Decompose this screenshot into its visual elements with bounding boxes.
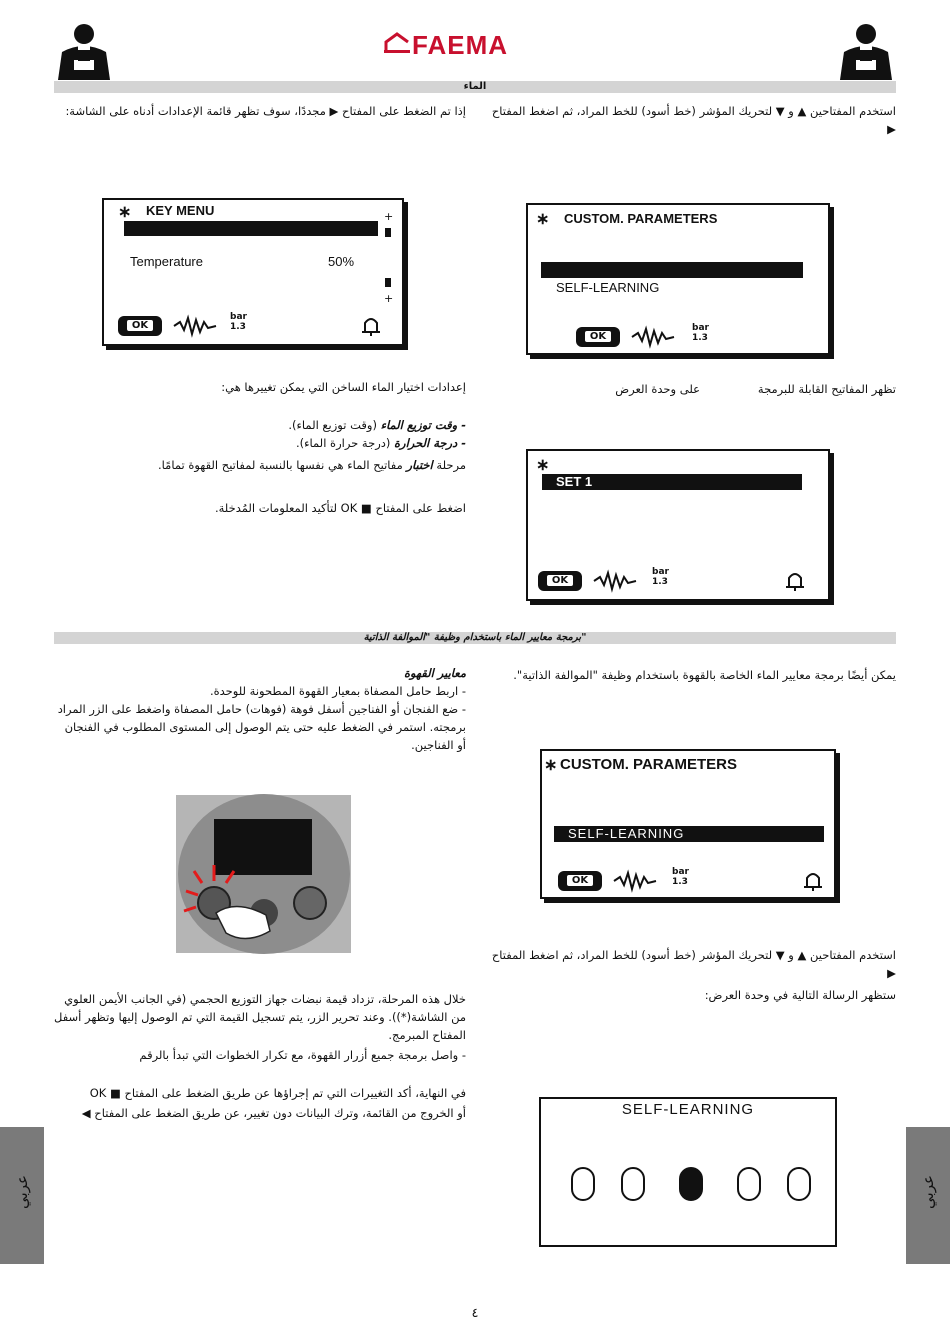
section-title: الماء <box>463 81 487 92</box>
finally-exit-text: أو الخروج من القائمة، وترك البيانات دون تغيير، عن طريق الضغط على المفتاح ◀ <box>81 1106 466 1120</box>
custom-parameters-screen <box>526 203 830 355</box>
intro-left: إذا تم الضغط على المفتاح ▶ مجددًا، سوف تظهر قائمة الإعدادات أدناه على الشاشة: <box>65 104 466 118</box>
custom-title: CUSTOM. PARAMETERS <box>564 211 718 226</box>
wave-icon <box>614 871 656 891</box>
custom-parameters-screen-2 <box>540 749 836 899</box>
menu-highlight-bar <box>124 221 378 236</box>
item-dispense-time: - وقت توزيع الماء (وقت توزيع الماء). <box>288 418 466 432</box>
intro-right: استخدم المفتاحين ▲ و ▼ لتحريك المؤشر (خط أسود) للخط المراد، ثم اضغط المفتاح ▶ <box>491 104 896 136</box>
self-learning-screen <box>539 1097 837 1247</box>
phase-test-text: مرحلة اختبار مفاتيح الماء هي نفسها بالنسبة لمفاتيح القهوة تمامًا. <box>158 458 466 472</box>
language-tab-label: عربي <box>919 1175 937 1209</box>
control-panel-photo <box>176 795 351 953</box>
brand-logo <box>384 30 570 60</box>
custom-title: CUSTOM. PARAMETERS <box>560 756 737 773</box>
ok-key-icon: OK <box>538 571 582 591</box>
coffee-params-title: معايير القهوة <box>403 666 466 680</box>
wave-icon <box>594 571 636 591</box>
level-indicator <box>737 1167 761 1201</box>
self-learning-intro: يمكن أيضًا برمجة معايير الماء الخاصة بالقهوة باستخدام وظيفة "الموالفة الذاتية". <box>513 668 896 682</box>
key-menu-screen <box>102 198 404 346</box>
asterisk: ∗ <box>544 757 558 774</box>
asterisk: ∗ <box>536 457 550 474</box>
key-menu-title: KEY MENU <box>146 203 215 218</box>
waiter-logo-right <box>834 22 898 80</box>
self-learning-section-title: برمجة معايير الماء باستخدام وظيفة "الموالفة الذاتية" <box>363 632 587 643</box>
ok-key-icon: OK <box>558 871 602 891</box>
menu-item-temperature: Temperature <box>130 254 203 269</box>
bar-gauge-icon: bar 1.3 <box>230 312 247 332</box>
language-tab-left <box>0 1127 44 1264</box>
continue-programming-text: - واصل برمجة جميع أزرار القهوة، مع تكرار الخطوات التي تبدأ بالرقم <box>139 1048 466 1062</box>
self-learning-section-bar <box>54 632 896 644</box>
programmable-keys-text: تظهر المفاتيح القابلة للبرمجة <box>757 382 896 396</box>
menu-item-self-learning: SELF-LEARNING <box>556 280 660 295</box>
scroll-down-icon <box>384 278 392 304</box>
level-indicator <box>571 1167 595 1201</box>
self-learning-title: SELF-LEARNING <box>621 1101 755 1118</box>
scroll-up-icon <box>384 210 392 238</box>
bell-icon <box>802 869 824 891</box>
use-keys-text: استخدم المفتاحين ▲ و ▼ لتحريك المؤشر (خط أسود) للخط المراد، ثم اضغط المفتاح ▶ <box>491 948 896 980</box>
bar-gauge-icon: bar 1.3 <box>672 867 689 887</box>
self-learning-highlight: SELF-LEARNING <box>554 826 824 842</box>
message-follow-text: ستظهر الرسالة التالية في وحدة العرض: <box>704 988 896 1002</box>
asterisk: ∗ <box>118 204 132 221</box>
water-settings-text: إعدادات اختيار الماء الساخن التي يمكن تغييرها هي: <box>221 380 466 394</box>
coffee-step-2: - ضع الفنجان أو الفناجين أسفل فوهة (فوهات) حامل المصفاة واضغط على الزر المراد برمجته. استمر في الضغط عليه حتى يتم الوصول إلى المستوى المطلوب في الفنجان أو الفناجين. <box>57 702 466 752</box>
menu-item-value: 50% <box>328 254 355 269</box>
bell-icon <box>360 314 382 336</box>
bar-gauge-icon: bar 1.3 <box>692 323 709 343</box>
press-ok-text: اضغط على المفتاح ■ OK لتأكيد المعلومات المُدخلة. <box>214 501 466 515</box>
bar-gauge-icon: bar 1.3 <box>652 567 669 587</box>
ok-key-icon: OK <box>118 316 162 336</box>
waiter-logo-left <box>52 22 116 80</box>
level-indicator <box>787 1167 811 1201</box>
svg-text:+: + <box>384 292 394 305</box>
on-display-text: على وحدة العرض <box>615 382 700 396</box>
section-title-bar <box>54 81 896 93</box>
language-tab-right <box>906 1127 950 1264</box>
language-tab-label: عربي <box>13 1175 31 1209</box>
level-indicator-active <box>679 1167 703 1201</box>
brand-name: FAEMA <box>412 30 508 60</box>
bell-icon <box>784 569 806 591</box>
wave-icon <box>632 327 674 347</box>
during-phase-text: خلال هذه المرحلة، تزداد قيمة نبضات جهاز التوزيع الحجمي (في الجانب الأيمن العلوي من الشاشة(*)). وعند تحرير الزر، يتم تسجيل القيمة التي تم الوصول إليها وتظهر أسفل المفتاح المبرمج. <box>54 992 466 1042</box>
set1-highlight: SET 1 <box>542 474 802 490</box>
level-indicator <box>621 1167 645 1201</box>
svg-text:+: + <box>384 210 394 223</box>
coffee-step-1: - اربط حامل المصفاة بمعيار القهوة المطحونة للوحدة. <box>209 684 466 698</box>
ok-key-icon: OK <box>576 327 620 347</box>
wave-icon <box>174 316 216 336</box>
menu-highlight-bar <box>541 262 803 278</box>
page-number: ٤ <box>471 1306 479 1321</box>
asterisk: ∗ <box>536 211 550 228</box>
item-temperature: - درجة الحرارة (درجة حرارة الماء). <box>295 436 466 450</box>
set1-screen <box>526 449 830 601</box>
finally-confirm-text: في النهاية، أكد التغييرات التي تم إجراؤها عن طريق الضغط على المفتاح ■ OK <box>89 1086 466 1100</box>
